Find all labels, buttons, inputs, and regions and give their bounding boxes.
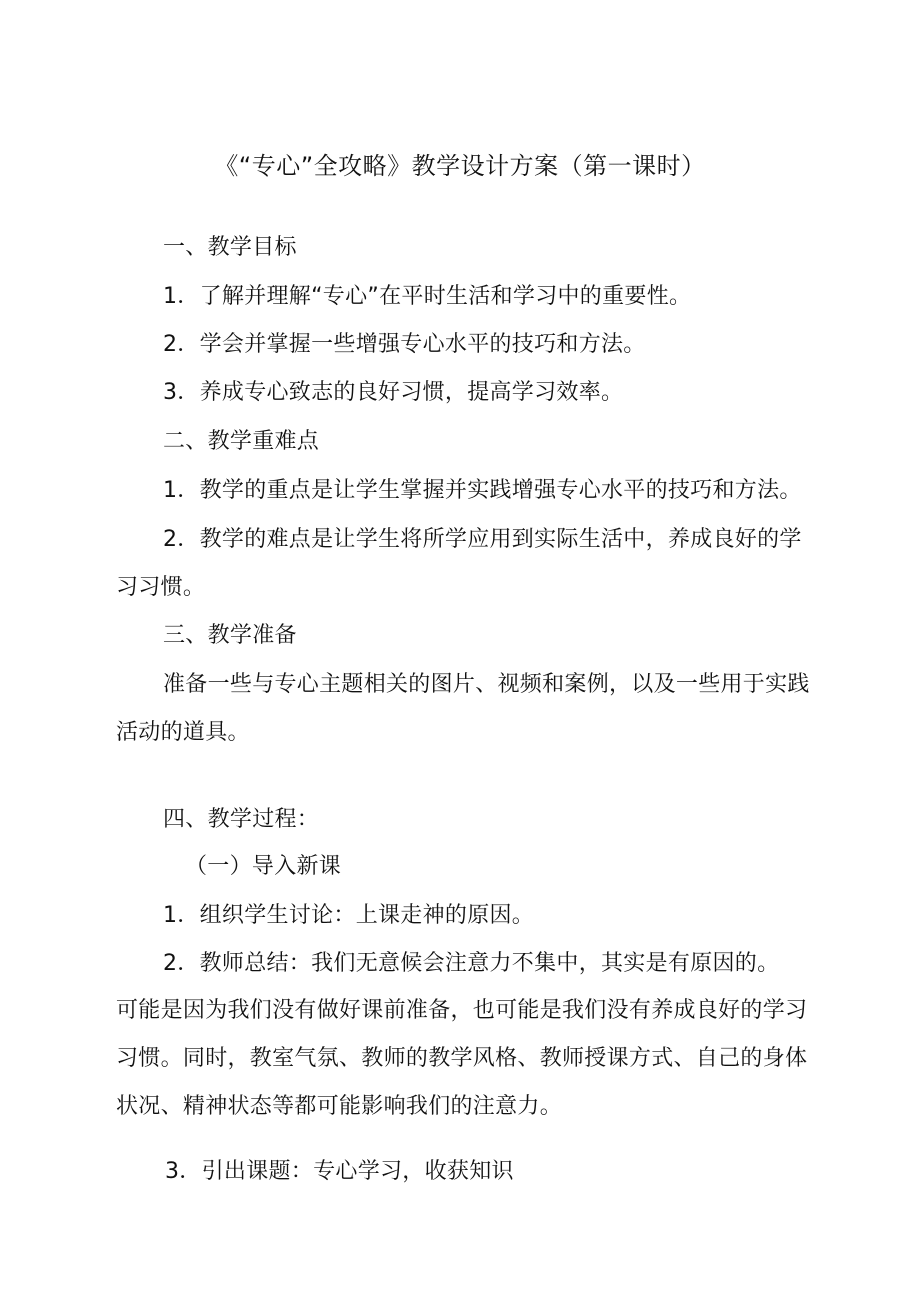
- preparation-para-line-1: 准备一些与专心主题相关的图片、视频和案例，以及一些用于实践: [163, 672, 810, 697]
- key-point-item-1: 1．教学的重点是让学生掌握并实践增强专心水平的技巧和方法。: [163, 478, 802, 503]
- section-heading-preparation: 三、教学准备: [163, 623, 297, 648]
- objective-item-2: 2．学会并掌握一些增强专心水平的技巧和方法。: [163, 332, 646, 357]
- process-item-2-line-4: 状况、精神状态等都可能影响我们的注意力。: [116, 1094, 563, 1119]
- key-point-item-2-line-1: 2．教学的难点是让学生将所学应用到实际生活中，养成良好的学: [163, 527, 802, 552]
- process-item-3: 3．引出课题：专心学习，收获知识: [165, 1159, 514, 1184]
- process-item-2-line-3: 习惯。同时，教室气氛、教师的教学风格、教师授课方式、自己的身体: [116, 1046, 808, 1071]
- preparation-para-line-2: 活动的道具。: [116, 720, 250, 745]
- section-heading-objectives: 一、教学目标: [163, 235, 297, 260]
- process-item-2-line-2: 可能是因为我们没有做好课前准备，也可能是我们没有养成良好的学习: [116, 998, 808, 1023]
- objective-item-3: 3．养成专心致志的良好习惯，提高学习效率。: [163, 380, 624, 405]
- document-title: 《“专心”全攻略》教学设计方案（第一课时）: [214, 152, 706, 180]
- subheading-intro: （一）导入新课: [185, 854, 342, 879]
- process-item-2-line-1: 2．教师总结：我们无意候会注意力不集中，其实是有原因的。: [163, 951, 780, 976]
- key-point-item-2-line-2: 习习惯。: [116, 575, 206, 600]
- section-heading-process: 四、教学过程：: [163, 807, 320, 832]
- objective-item-1: 1．了解并理解“专心”在平时生活和学习中的重要性。: [163, 284, 692, 309]
- process-item-1: 1．组织学生讨论：上课走神的原因。: [163, 903, 535, 928]
- section-heading-key-points: 二、教学重难点: [163, 429, 320, 454]
